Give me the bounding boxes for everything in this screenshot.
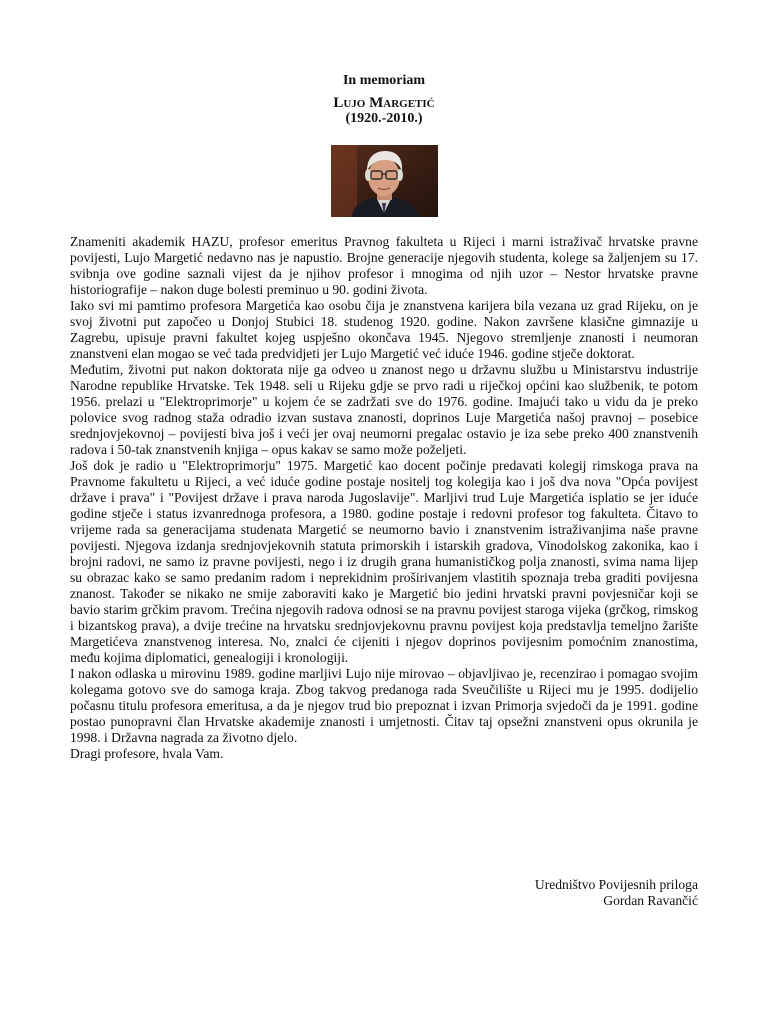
paragraph-3: Međutim, životni put nakon doktorata nije ga odveo u znanost nego u državnu službu u Ministarstvu industrije Narodne republike Hrvatske. Tek 1948. seli u Rijeku gdje se prvo radi u riječkoj općini kao službenik, te potom 1956. prelazi u "Elektroprimorje" u kojem će se zadržati sve do 1976. godine. Imajući tako u vidu da je preko polovice svog radnog staža odradio izvan sustava znanosti, doprinos Luje Margetića našoj pravnoj – posebice srednjovjekovnoj – povijesti biva još i veći jer ovaj neumorni pregalac ostavio je iza sebe preko 400 znanstvenih radova i 50-tak znanstvenih knjiga – opus kakav se samo može poželjeti. — [70, 362, 698, 457]
life-dates: (1920.-2010.) — [345, 111, 423, 126]
article-body — [70, 234, 698, 762]
paragraph-6: Dragi profesore, hvala Vam. — [70, 746, 224, 761]
paragraph-2: Iako svi mi pamtimo profesora Margetića kao osobu čija je znanstvena karijera bila vezana uz grad Rijeku, on je svoj životni put započeo u Donjoj Stubici 18. studenog 1920. godine. Nakon završene klasične gimnazije u Zagrebu, upisuje pravni fakultet kojeg uspješno okončava 1945. Njegovo stremljenje znanosti i neumoran znanstveni elan mogao se već tada predvidjeti jer Lujo Margetić već iduće 1946. godine stječe doktorat. — [70, 298, 698, 361]
signature-author: Gordan Ravančić — [603, 893, 698, 908]
signature-editorial: Uredništvo Povijesnih priloga — [534, 877, 698, 892]
paragraph-1: Znameniti akademik HAZU, profesor emeritus Pravnog fakulteta u Rijeci i marni istraživač hrvatske pravne povijesti, Lujo Margetić nedavno nas je napustio. Brojne generacije njegovih studenta, kolege sa žaljenjem su 17. svibnja ove godine saznali vijest da je njihov profesor i mnogima od njih uzor – Nestor hrvatske pravne historiografije – nakon duge bolesti preminuo u 90. godini života. — [70, 234, 698, 297]
paragraph-5: I nakon odlaska u mirovinu 1989. godine marljivi Lujo nije mirovao – objavljivao je, recenzirao i pomagao svojim kolegama gotovo sve do samoga kraja. Zbog takvog predanoga rada Sveučilište u Rijeci mu je 1995. dodijelio počasnu titulu profesora emeritusa, a da je njegov trud bio prepoznat i izvan Primorja svjedoči da je 1991. godine postao punopravni član Hrvatske akademije znanosti i umjetnosti. Čitav taj opsežni znanstveni opus okrunila je 1998. i Državna nagrada za životno djelo. — [70, 666, 698, 745]
paragraph-4: Još dok je radio u "Elektroprimorju" 1975. Margetić kao docent počinje predavati kolegij rimskoga prava na Pravnome fakultetu u Rijeci, a već iduće godine postaje nositelj tog kolegija kao i još dva nova "Opća povijest države i prava" i "Povijest države i prava naroda Jugoslavije". Marljivi trud Luje Margetića isplatio se jer iduće godine stječe i status izvanrednoga profesora, a 1980. godine postaje i redovni profesor tog fakulteta. Čitavo to vrijeme rada sa generacijama studenata Margetić se neumorno bavio i znanstvenim istraživanjima naše pravne povijesti. Njegova izdanja srednjovjekovnih statuta primorskih i istarskih gradova, Vinodolskog zakonika, kao i brojni radovi, ne samo iz pravne povijesti, nego i iz drugih grana humanističkog polja znanosti, svima nama lijep su obrazac kako se samo predanim radom i neprekidnim proširivanjem vlastitih spoznaja treba graditi povijesna znanost. Također se nikako ne smije zaboraviti kako je Margetić bio jedini hrvatski pravni povjesničar koji se bavio starim grčkim pravom. Trećina njegovih radova odnosi se na pravnu povijest staroga vijeka (grčkog, rimskog i bizantskog prava), a dvije trećine na hrvatsku srednjovjekovnu pravnu povijest koja predstavlja temeljno žarište Margetićeva znanstvenog interesa. No, znalci će cijeniti i njegov doprinos povijesnim pomoćnim znanostima, među kojima diplomatici, genealogiji i kronologiji. — [70, 458, 698, 665]
portrait-photo — [331, 145, 438, 217]
memoriam-label: In memoriam — [342, 73, 426, 88]
person-name: Lujo Margetić — [333, 95, 435, 111]
